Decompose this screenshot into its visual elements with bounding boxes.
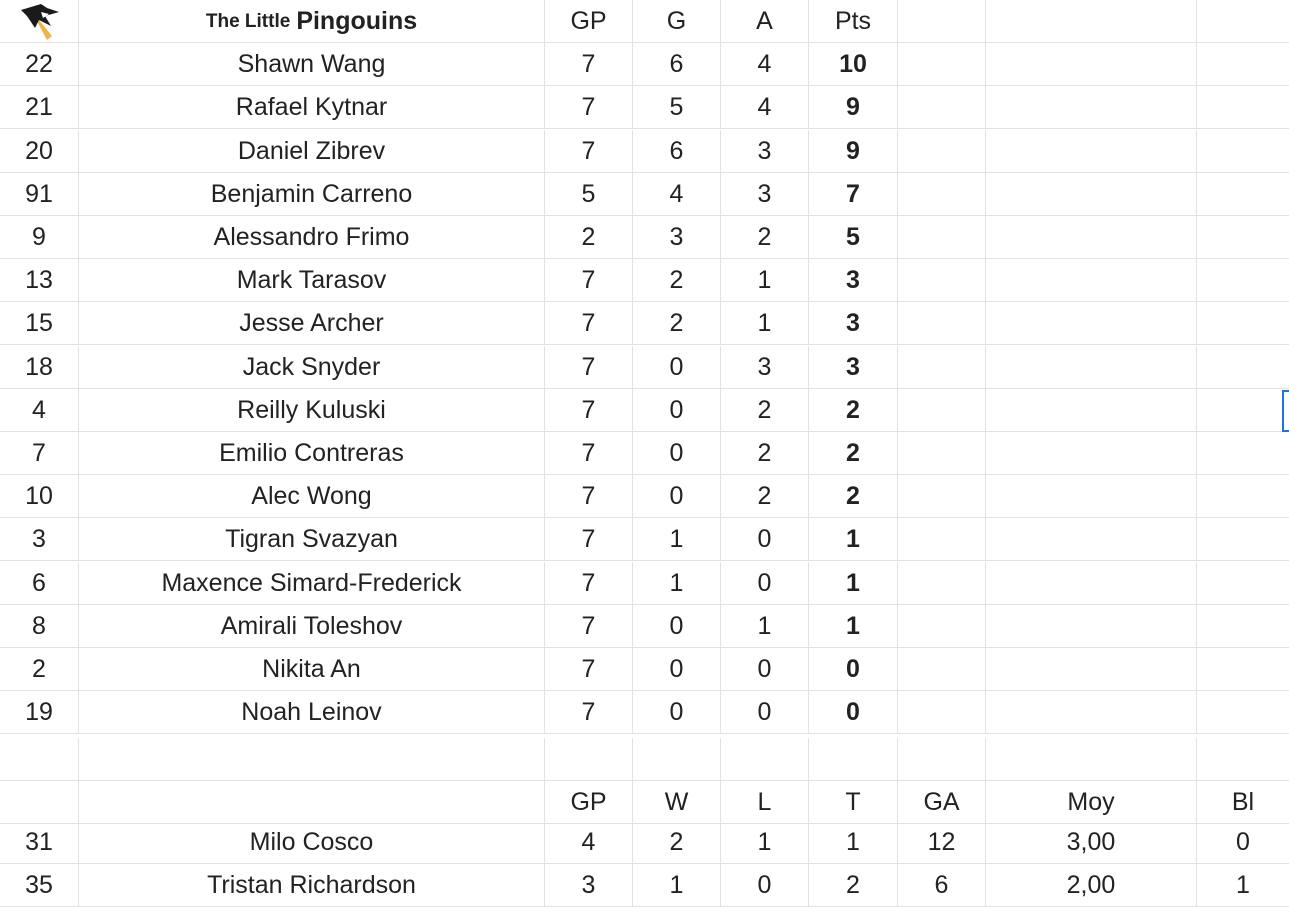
assists-cell[interactable]: 3 (721, 346, 809, 389)
empty-cell[interactable] (1197, 0, 1289, 43)
empty-cell[interactable] (898, 562, 986, 605)
losses-cell[interactable]: 1 (721, 821, 809, 864)
assists-cell[interactable]: 0 (721, 648, 809, 691)
assists-cell[interactable]: 3 (721, 130, 809, 173)
games-played-cell[interactable]: 7 (545, 432, 633, 475)
losses-cell[interactable]: 0 (721, 864, 809, 907)
games-played-cell[interactable]: 7 (545, 86, 633, 129)
empty-cell[interactable] (1197, 259, 1289, 302)
skater-row (0, 130, 1289, 173)
empty-cell[interactable] (898, 475, 986, 518)
games-played-cell[interactable]: 7 (545, 43, 633, 86)
empty-cell[interactable] (986, 0, 1197, 43)
assists-cell[interactable]: 2 (721, 432, 809, 475)
empty-cell[interactable] (545, 738, 633, 781)
goals-cell[interactable]: 0 (633, 475, 721, 518)
points-cell[interactable]: 2 (809, 475, 898, 518)
jersey-number-cell[interactable]: 20 (0, 130, 79, 173)
average-cell[interactable]: 3,00 (986, 821, 1197, 864)
games-played-cell[interactable]: 7 (545, 346, 633, 389)
games-played-cell[interactable]: 3 (545, 864, 633, 907)
skater-row (0, 216, 1289, 259)
empty-cell[interactable] (721, 738, 809, 781)
penguin-logo-icon (17, 2, 61, 42)
empty-cell[interactable] (1197, 562, 1289, 605)
goalie-header-gp[interactable]: GP (545, 781, 633, 824)
skater-row (0, 691, 1289, 734)
goals-cell[interactable]: 0 (633, 605, 721, 648)
empty-cell[interactable] (986, 605, 1197, 648)
empty-cell[interactable] (986, 562, 1197, 605)
goals-cell[interactable]: 0 (633, 432, 721, 475)
empty-cell[interactable] (1197, 130, 1289, 173)
jersey-number-cell[interactable]: 10 (0, 475, 79, 518)
points-cell[interactable]: 5 (809, 216, 898, 259)
goalie-row (0, 821, 1289, 864)
header-row (0, 0, 1289, 43)
goalie-header-l[interactable]: L (721, 781, 809, 824)
empty-cell[interactable] (986, 130, 1197, 173)
player-name-cell[interactable]: Noah Leinov (79, 691, 545, 734)
player-name-cell[interactable]: Alec Wong (79, 475, 545, 518)
wins-cell[interactable]: 2 (633, 821, 721, 864)
empty-cell[interactable] (809, 738, 898, 781)
goals-cell[interactable]: 6 (633, 130, 721, 173)
goals-cell[interactable]: 0 (633, 346, 721, 389)
games-played-cell[interactable]: 7 (545, 562, 633, 605)
shutouts-cell[interactable]: 1 (1236, 871, 1250, 899)
empty-cell[interactable] (1197, 86, 1289, 129)
empty-cell[interactable] (898, 389, 986, 432)
empty-cell[interactable] (986, 216, 1197, 259)
empty-cell[interactable] (986, 389, 1197, 432)
games-played-cell[interactable]: 7 (545, 302, 633, 345)
games-played-cell[interactable]: 2 (545, 216, 633, 259)
empty-cell[interactable] (1197, 389, 1289, 432)
points-cell[interactable]: 0 (809, 691, 898, 734)
assists-cell[interactable]: 1 (721, 605, 809, 648)
jersey-number-cell[interactable]: 35 (0, 864, 79, 907)
empty-cell[interactable] (898, 216, 986, 259)
logo-cell[interactable] (0, 0, 79, 43)
games-played-cell[interactable]: 7 (545, 518, 633, 561)
wins-cell[interactable]: 1 (633, 864, 721, 907)
goalie-header-t[interactable]: T (809, 781, 898, 824)
jersey-number-cell[interactable]: 6 (0, 562, 79, 605)
empty-cell[interactable] (1197, 302, 1289, 345)
jersey-number-cell[interactable]: 22 (0, 43, 79, 86)
empty-cell[interactable] (898, 432, 986, 475)
skater-row (0, 43, 1289, 86)
player-name-cell[interactable]: Amirali Toleshov (79, 605, 545, 648)
skater-row (0, 648, 1289, 691)
average-cell[interactable]: 2,00 (986, 864, 1197, 907)
empty-cell[interactable] (1197, 518, 1289, 561)
jersey-number-cell[interactable]: 91 (0, 173, 79, 216)
empty-cell[interactable] (986, 648, 1197, 691)
games-played-cell[interactable]: 7 (545, 605, 633, 648)
jersey-number-cell[interactable]: 15 (0, 302, 79, 345)
assists-cell[interactable]: 4 (721, 86, 809, 129)
points-cell[interactable]: 2 (809, 432, 898, 475)
header-gp[interactable]: GP (545, 0, 633, 43)
shutouts-cell[interactable]: 0 (1236, 828, 1250, 856)
player-name-cell[interactable]: Reilly Kuluski (79, 389, 545, 432)
jersey-number-cell[interactable]: 21 (0, 86, 79, 129)
header-g[interactable]: G (633, 0, 721, 43)
empty-cell[interactable] (898, 43, 986, 86)
goals-cell[interactable]: 3 (633, 216, 721, 259)
goals-cell[interactable]: 5 (633, 86, 721, 129)
goalie-header-w[interactable]: W (633, 781, 721, 824)
empty-cell[interactable] (898, 130, 986, 173)
points-cell[interactable]: 3 (809, 259, 898, 302)
blank-row (0, 738, 1289, 781)
assists-cell[interactable]: 0 (721, 691, 809, 734)
skater-row (0, 518, 1289, 561)
goals-cell[interactable]: 0 (633, 389, 721, 432)
empty-cell[interactable] (1197, 216, 1289, 259)
empty-cell[interactable] (898, 648, 986, 691)
player-name-cell[interactable]: Maxence Simard-Frederick (79, 562, 545, 605)
points-cell[interactable]: 3 (809, 302, 898, 345)
games-played-cell[interactable]: 7 (545, 475, 633, 518)
points-cell[interactable]: 9 (809, 86, 898, 129)
jersey-number-cell[interactable]: 31 (0, 821, 79, 864)
goals-cell[interactable]: 0 (633, 648, 721, 691)
empty-cell[interactable] (986, 86, 1197, 129)
skater-row (0, 432, 1289, 475)
empty-cell[interactable] (986, 475, 1197, 518)
header-pts[interactable]: Pts (809, 0, 898, 43)
jersey-number-cell[interactable]: 7 (0, 432, 79, 475)
empty-cell[interactable] (986, 259, 1197, 302)
team-title-small: The Little (205, 10, 291, 32)
empty-cell[interactable] (898, 302, 986, 345)
goals-cell[interactable]: 2 (633, 302, 721, 345)
points-cell[interactable]: 2 (809, 389, 898, 432)
empty-cell[interactable] (986, 43, 1197, 86)
goals-cell[interactable]: 4 (633, 173, 721, 216)
goalie-header-bl[interactable]: Bl (1231, 788, 1255, 816)
empty-cell[interactable] (1197, 738, 1289, 781)
points-cell[interactable]: 0 (809, 648, 898, 691)
empty-cell[interactable] (898, 86, 986, 129)
assists-cell[interactable]: 2 (721, 475, 809, 518)
empty-cell[interactable] (898, 0, 986, 43)
player-name-cell[interactable]: Alessandro Frimo (79, 216, 545, 259)
player-name-cell[interactable]: Mark Tarasov (79, 259, 545, 302)
assists-cell[interactable]: 3 (721, 173, 809, 216)
empty-cell[interactable] (1197, 432, 1289, 475)
games-played-cell[interactable]: 7 (545, 389, 633, 432)
team-title-cell[interactable] (79, 0, 545, 43)
goalie-header-row (0, 781, 1289, 824)
skater-row (0, 259, 1289, 302)
empty-cell[interactable] (898, 518, 986, 561)
empty-cell[interactable] (1197, 43, 1289, 86)
goals-cell[interactable]: 0 (633, 691, 721, 734)
games-played-cell[interactable]: 4 (545, 821, 633, 864)
header-a[interactable]: A (721, 0, 809, 43)
goalie-header-ga[interactable]: GA (898, 781, 986, 824)
empty-cell[interactable] (633, 738, 721, 781)
player-name-cell[interactable]: Rafael Kytnar (79, 86, 545, 129)
player-name-cell[interactable]: Shawn Wang (79, 43, 545, 86)
goalie-header-moy[interactable]: Moy (986, 781, 1197, 824)
points-cell[interactable]: 1 (809, 518, 898, 561)
ties-cell[interactable]: 2 (809, 864, 898, 907)
goals-cell[interactable]: 2 (633, 259, 721, 302)
team-title-big: Pingouins (296, 7, 418, 35)
skater-row (0, 346, 1289, 389)
jersey-number-cell[interactable]: 18 (0, 346, 79, 389)
empty-cell[interactable] (986, 346, 1197, 389)
assists-cell[interactable]: 0 (721, 518, 809, 561)
assists-cell[interactable]: 0 (721, 562, 809, 605)
skater-row (0, 605, 1289, 648)
games-played-cell[interactable]: 5 (545, 173, 633, 216)
empty-cell[interactable] (898, 738, 986, 781)
empty-cell[interactable] (898, 605, 986, 648)
empty-cell[interactable] (1197, 346, 1289, 389)
skater-row (0, 173, 1289, 216)
skater-row (0, 389, 1289, 432)
games-played-cell[interactable]: 7 (545, 648, 633, 691)
player-name-cell[interactable]: Daniel Zibrev (79, 130, 545, 173)
empty-cell[interactable] (986, 173, 1197, 216)
ties-cell[interactable]: 1 (809, 821, 898, 864)
goals-against-cell[interactable]: 12 (898, 821, 986, 864)
jersey-number-cell[interactable]: 4 (0, 389, 79, 432)
empty-cell[interactable] (1197, 173, 1289, 216)
empty-cell[interactable] (0, 738, 79, 781)
empty-cell[interactable] (898, 259, 986, 302)
goalie-row (0, 864, 1289, 907)
points-cell[interactable]: 7 (809, 173, 898, 216)
assists-cell[interactable]: 2 (721, 389, 809, 432)
goals-cell[interactable]: 1 (633, 518, 721, 561)
skater-row (0, 562, 1289, 605)
selection-handle[interactable] (1282, 390, 1289, 432)
player-name-cell[interactable]: Jesse Archer (79, 302, 545, 345)
games-played-cell[interactable]: 7 (545, 130, 633, 173)
empty-cell[interactable] (986, 691, 1197, 734)
empty-cell[interactable] (898, 173, 986, 216)
empty-cell[interactable] (1197, 648, 1289, 691)
points-cell[interactable]: 1 (809, 562, 898, 605)
jersey-number-cell[interactable]: 19 (0, 691, 79, 734)
empty-cell[interactable] (1197, 691, 1289, 734)
assists-cell[interactable]: 1 (721, 302, 809, 345)
assists-cell[interactable]: 1 (721, 259, 809, 302)
player-name-cell[interactable]: Nikita An (79, 648, 545, 691)
empty-cell[interactable] (1197, 605, 1289, 648)
goals-against-cell[interactable]: 6 (898, 864, 986, 907)
player-name-cell[interactable]: Tigran Svazyan (79, 518, 545, 561)
points-cell[interactable]: 1 (809, 605, 898, 648)
points-cell[interactable]: 9 (809, 130, 898, 173)
jersey-number-cell[interactable]: 13 (0, 259, 79, 302)
empty-cell[interactable] (986, 302, 1197, 345)
player-name-cell[interactable]: Jack Snyder (79, 346, 545, 389)
empty-cell[interactable] (898, 346, 986, 389)
games-played-cell[interactable]: 7 (545, 259, 633, 302)
empty-cell[interactable] (898, 691, 986, 734)
empty-cell[interactable] (986, 518, 1197, 561)
assists-cell[interactable]: 4 (721, 43, 809, 86)
skater-row (0, 86, 1289, 129)
points-cell[interactable]: 3 (809, 346, 898, 389)
games-played-cell[interactable]: 7 (545, 691, 633, 734)
assists-cell[interactable]: 2 (721, 216, 809, 259)
goals-cell[interactable]: 6 (633, 43, 721, 86)
empty-cell[interactable] (1197, 475, 1289, 518)
skater-row (0, 475, 1289, 518)
player-name-cell[interactable]: Benjamin Carreno (79, 173, 545, 216)
empty-cell[interactable] (0, 781, 79, 824)
jersey-number-cell[interactable]: 9 (0, 216, 79, 259)
empty-cell[interactable] (986, 738, 1197, 781)
jersey-number-cell[interactable]: 2 (0, 648, 79, 691)
skater-row (0, 302, 1289, 345)
goals-cell[interactable]: 1 (633, 562, 721, 605)
player-name-cell[interactable]: Emilio Contreras (79, 432, 545, 475)
jersey-number-cell[interactable]: 8 (0, 605, 79, 648)
empty-cell[interactable] (986, 432, 1197, 475)
empty-cell[interactable] (79, 781, 545, 824)
goalie-name-cell[interactable]: Milo Cosco (79, 821, 545, 864)
jersey-number-cell[interactable]: 3 (0, 518, 79, 561)
goalie-name-cell[interactable]: Tristan Richardson (79, 864, 545, 907)
empty-cell[interactable] (79, 738, 545, 781)
points-cell[interactable]: 10 (809, 43, 898, 86)
